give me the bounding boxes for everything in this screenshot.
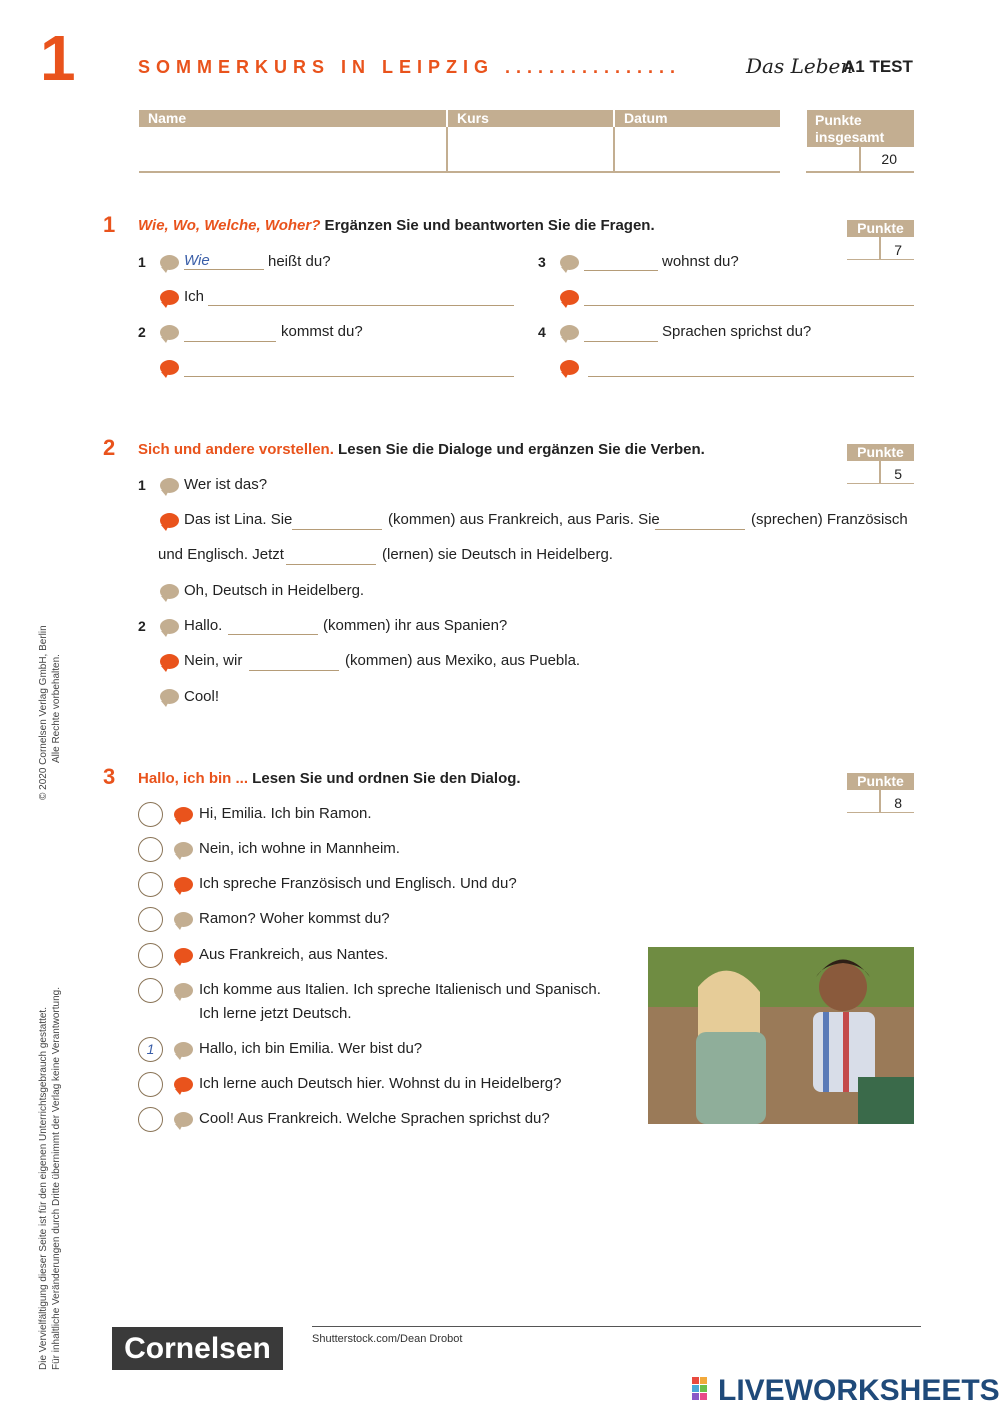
speech-bubble-icon <box>160 325 179 344</box>
question-text: Sprachen sprichst du? <box>662 323 812 340</box>
photo-two-students <box>648 947 914 1124</box>
section-3-number: 3 <box>103 764 116 789</box>
photo-credit: Shutterstock.com/Dean Drobot <box>312 1333 463 1345</box>
notice-line-2: Für inhaltliche Veränderungen durch Dritte übernimmt der Verlag keine Verantwortung. <box>51 987 62 1370</box>
section-1-number: 1 <box>103 212 116 237</box>
divider <box>806 171 914 173</box>
speech-bubble-icon <box>160 290 179 309</box>
section-3-title-highlight: Hallo, ich bin ... <box>138 770 249 787</box>
speech-bubble-icon <box>160 478 179 497</box>
dialog-line: Hallo. <box>184 617 223 634</box>
total-points-label-line2: insgesamt <box>815 129 885 145</box>
total-points-label <box>807 110 914 147</box>
question-text: heißt du? <box>268 253 331 270</box>
section-2-number: 2 <box>103 435 116 460</box>
name-kurs-datum-input[interactable] <box>139 171 780 173</box>
photo-illustration <box>648 947 914 1124</box>
kurs-field-label: Kurs <box>448 110 613 127</box>
order-circle-input[interactable] <box>138 907 163 932</box>
section-1-points-value: 7 <box>894 242 902 258</box>
item-number: 1 <box>138 254 146 270</box>
divider <box>847 259 914 260</box>
verb-blank-input[interactable] <box>292 529 382 530</box>
dialog-line: (sprechen) Französisch <box>751 511 908 528</box>
verb-blank-input[interactable] <box>655 529 745 530</box>
dialog-line: Ich komme aus Italien. Ich spreche Italienisch und Spanisch. <box>199 981 601 998</box>
dialog-line: (lernen) sie Deutsch in Heidelberg. <box>382 546 613 563</box>
section-2-title-highlight: Sich und andere vorstellen. <box>138 441 334 458</box>
section-1-title <box>138 217 655 234</box>
divider <box>879 237 881 259</box>
brand-das-leben: Das Leben <box>746 54 854 78</box>
order-circle-input[interactable] <box>138 978 163 1003</box>
speech-bubble-icon <box>560 325 579 344</box>
dialog-line: Nein, wir <box>184 652 243 669</box>
filled-answer: Wie <box>184 252 210 269</box>
divider <box>879 461 881 483</box>
speech-bubble-icon <box>174 1077 193 1096</box>
speech-bubble-icon <box>174 807 193 826</box>
question-text: kommst du? <box>281 323 363 340</box>
verb-blank-input[interactable] <box>228 634 318 635</box>
liveworksheets-wordmark: LIVEWORKSHEETS <box>718 1374 1000 1407</box>
speech-bubble-icon <box>160 619 179 638</box>
section-1-title-highlight: Wie, Wo, Welche, Woher? <box>138 217 321 234</box>
blank-input[interactable] <box>184 252 264 270</box>
divider <box>446 127 448 173</box>
dialog-line: und Englisch. Jetzt <box>158 546 284 563</box>
speech-bubble-icon <box>160 654 179 673</box>
name-field-label: Name <box>139 110 446 127</box>
order-circle-input[interactable] <box>138 837 163 862</box>
dialog-line: Hi, Emilia. Ich bin Ramon. <box>199 805 372 822</box>
order-circle-input[interactable] <box>138 1072 163 1097</box>
dialog-line: Oh, Deutsch in Heidelberg. <box>184 582 365 599</box>
section-2-title <box>138 441 705 458</box>
dialog-line: (kommen) aus Mexiko, aus Puebla. <box>345 652 581 669</box>
verb-blank-input[interactable] <box>249 670 339 671</box>
blank-input[interactable] <box>184 341 276 342</box>
divider <box>847 812 914 813</box>
verb-blank-input[interactable] <box>286 564 376 565</box>
section-3-points-value: 8 <box>894 795 902 811</box>
divider <box>847 483 914 484</box>
page-title: SOMMERKURS IN LEIPZIG ................ <box>138 57 682 77</box>
section-2-title-rest: Lesen Sie die Dialoge und ergänzen Sie die Verben. <box>333 441 705 458</box>
dialog-line: Nein, ich wohne in Mannheim. <box>199 840 400 857</box>
dialog-line: Ramon? Woher kommst du? <box>199 910 390 927</box>
dialog-number: 1 <box>138 477 146 493</box>
dialog-line: (kommen) aus Frankreich, aus Paris. Sie <box>388 511 660 528</box>
notice-line-1: Die Vervielfältigung dieser Seite ist für den eigenen Unterrichtsgebrauch gestattet. <box>38 1007 49 1370</box>
dialog-line: Ich spreche Französisch und Englisch. Und du? <box>199 875 517 892</box>
divider <box>613 127 615 173</box>
section-3-points-label: Punkte <box>847 773 914 790</box>
speech-bubble-icon <box>174 948 193 967</box>
liveworksheets-logo-icon <box>692 1377 716 1401</box>
section-1-points-label: Punkte <box>847 220 914 237</box>
answer-line-input[interactable] <box>184 376 514 377</box>
speech-bubble-icon <box>174 912 193 931</box>
answer-line-input[interactable] <box>208 305 514 306</box>
dialog-line: (kommen) ihr aus Spanien? <box>323 617 508 634</box>
dialog-line: Ich lerne auch Deutsch hier. Wohnst du in Heidelberg? <box>199 1075 562 1092</box>
speech-bubble-icon <box>160 689 179 708</box>
speech-bubble-icon <box>560 360 579 379</box>
speech-bubble-icon <box>174 1042 193 1061</box>
blank-input[interactable] <box>584 270 658 271</box>
cornelsen-logo: Cornelsen <box>112 1327 283 1370</box>
question-text: wohnst du? <box>662 253 739 270</box>
section-3-title-rest: Lesen Sie und ordnen Sie den Dialog. <box>248 770 521 787</box>
copyright-line-1: © 2020 Cornelsen Verlag GmbH, Berlin <box>38 625 49 800</box>
speech-bubble-icon <box>160 584 179 603</box>
dialog-line: Cool! <box>184 688 220 705</box>
unit-number: 1 <box>40 22 76 94</box>
total-points-label-line1: Punkte <box>815 112 862 128</box>
blank-input[interactable] <box>584 341 658 342</box>
dialog-line-continued: Ich lerne jetzt Deutsch. <box>199 1005 352 1022</box>
answer-line-input[interactable] <box>584 305 914 306</box>
section-1-title-rest: Ergänzen Sie und beantworten Sie die Fragen. <box>320 217 655 234</box>
order-circle-input[interactable] <box>138 943 163 968</box>
dialog-line: Das ist Lina. Sie <box>184 511 293 528</box>
dialog-line: Aus Frankreich, aus Nantes. <box>199 946 389 963</box>
speech-bubble-icon <box>174 983 193 1002</box>
divider <box>879 790 881 812</box>
section-2-points-label: Punkte <box>847 444 914 461</box>
speech-bubble-icon <box>174 877 193 896</box>
dialog-line: Hallo, ich bin Emilia. Wer bist du? <box>199 1040 423 1057</box>
dialog-line: Wer ist das? <box>184 476 268 493</box>
divider <box>859 147 861 171</box>
speech-bubble-icon <box>160 513 179 532</box>
speech-bubble-icon <box>160 360 179 379</box>
speech-bubble-icon <box>174 1112 193 1131</box>
order-circle-input[interactable] <box>138 872 163 897</box>
dialog-line: Cool! Aus Frankreich. Welche Sprachen sprichst du? <box>199 1110 550 1127</box>
order-circle-input[interactable] <box>138 1107 163 1132</box>
dialog-number: 2 <box>138 618 146 634</box>
copyright-line-2: Alle Rechte vorbehalten. <box>51 654 62 763</box>
item-number: 4 <box>538 324 546 340</box>
speech-bubble-icon <box>174 842 193 861</box>
item-number: 3 <box>538 254 546 270</box>
total-points-value: 20 <box>881 151 897 167</box>
speech-bubble-icon <box>560 255 579 274</box>
speech-bubble-icon <box>560 290 579 309</box>
item-number: 2 <box>138 324 146 340</box>
section-2-points-value: 5 <box>894 466 902 482</box>
footer-divider <box>312 1326 921 1327</box>
order-circle-input[interactable] <box>138 802 163 827</box>
section-3-title <box>138 770 521 787</box>
order-circle-input[interactable]: 1 <box>138 1037 163 1062</box>
answer-line-input[interactable] <box>588 376 914 377</box>
brand-a1-test: A1 TEST <box>843 57 913 76</box>
datum-field-label: Datum <box>615 110 780 127</box>
speech-bubble-icon <box>160 255 179 274</box>
reply-prefix: Ich <box>184 288 205 305</box>
